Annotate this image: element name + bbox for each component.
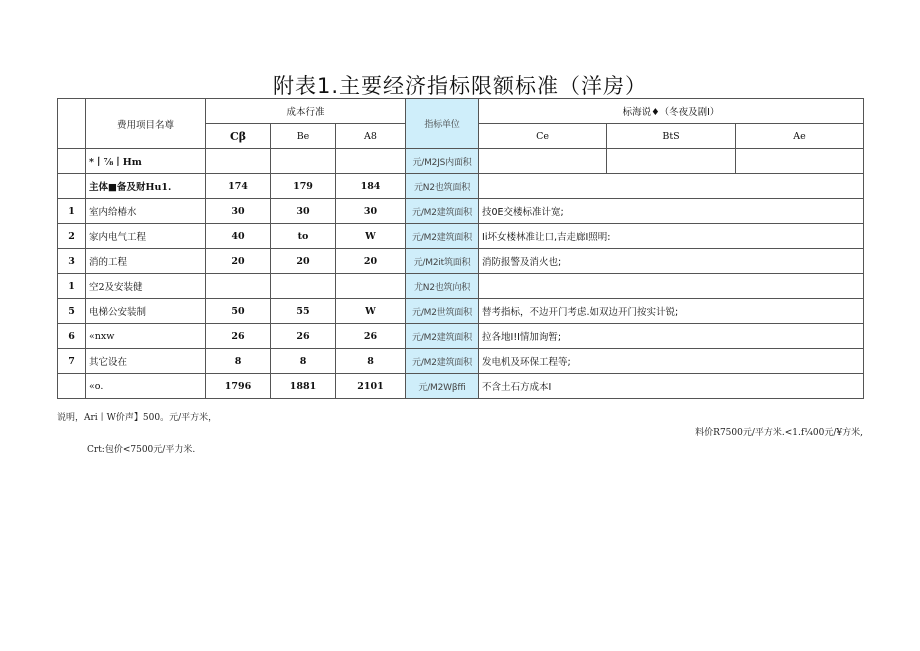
row-cost-a: W bbox=[336, 299, 406, 324]
row-std-note: 技0E交楼标准计宽; bbox=[479, 199, 864, 224]
row-number: 3 bbox=[58, 249, 86, 274]
row-cost-c: 26 bbox=[206, 324, 271, 349]
header-row-1 bbox=[58, 99, 864, 124]
row-unit: 元/M2世筑面积 bbox=[406, 299, 479, 324]
row-unit: 元/M2建筑面积 bbox=[406, 224, 479, 249]
row-item-name: 电梯公安装制 bbox=[86, 299, 206, 324]
row-cost-c: 174 bbox=[206, 174, 271, 199]
row-cost-c: 40 bbox=[206, 224, 271, 249]
table-row bbox=[58, 324, 864, 349]
header-cost-group: 成本行准 bbox=[206, 99, 406, 124]
note-line-2: Crt:包价<7500元/平力米. bbox=[87, 445, 196, 455]
table-row bbox=[58, 149, 864, 174]
table-row bbox=[58, 349, 864, 374]
table-row bbox=[58, 174, 864, 199]
header-std-col-3: Ae bbox=[736, 124, 864, 149]
row-unit: 尤N2也筑向积 bbox=[406, 274, 479, 299]
row-item-name: 消的工程 bbox=[86, 249, 206, 274]
header-cost-col-3: A8 bbox=[336, 124, 406, 149]
row-std-note: Ii坏女楼林准让口,吉走廊I照明: bbox=[479, 224, 864, 249]
row-item-name: 空2及安装健 bbox=[86, 274, 206, 299]
row-number: 5 bbox=[58, 299, 86, 324]
row-item-name: «o. bbox=[86, 374, 206, 399]
row-unit: 元/M2Wβffi bbox=[406, 374, 479, 399]
row-cost-c: 30 bbox=[206, 199, 271, 224]
header-cost-col-1: Cβ bbox=[206, 124, 271, 149]
row-std-blank bbox=[736, 149, 864, 174]
row-cost-a: W bbox=[336, 224, 406, 249]
row-number: 1 bbox=[58, 199, 86, 224]
row-number: 6 bbox=[58, 324, 86, 349]
note-line-1-right: 料价R7500元/平方米.<1.f¼00元/¥方米, bbox=[695, 428, 863, 438]
row-cost-c: 8 bbox=[206, 349, 271, 374]
row-cost-a bbox=[336, 274, 406, 299]
row-item-name: *丨⅞丨Hm bbox=[86, 149, 206, 174]
row-cost-b: 8 bbox=[271, 349, 336, 374]
table-row bbox=[58, 299, 864, 324]
row-cost-b bbox=[271, 149, 336, 174]
indicator-table bbox=[57, 98, 864, 399]
table-row bbox=[58, 249, 864, 274]
row-std-blank bbox=[479, 149, 607, 174]
row-cost-b bbox=[271, 274, 336, 299]
row-unit: 元/M2建筑面积 bbox=[406, 324, 479, 349]
row-cost-a: 2101 bbox=[336, 374, 406, 399]
row-number: 2 bbox=[58, 224, 86, 249]
row-number bbox=[58, 374, 86, 399]
header-cost-col-2: Be bbox=[271, 124, 336, 149]
header-std-col-2: BtS bbox=[607, 124, 736, 149]
row-cost-c: 20 bbox=[206, 249, 271, 274]
row-number bbox=[58, 149, 86, 174]
table-row bbox=[58, 274, 864, 299]
row-unit: 元/M2JS内面积 bbox=[406, 149, 479, 174]
table-row bbox=[58, 374, 864, 399]
row-unit: 元/M2建筑面积 bbox=[406, 349, 479, 374]
note-line-1: 说明，Ari丨W价声】500。元/平方米， bbox=[57, 413, 218, 423]
row-cost-a: 30 bbox=[336, 199, 406, 224]
row-std-note: 发电机及环保工程等; bbox=[479, 349, 864, 374]
row-cost-c bbox=[206, 274, 271, 299]
table-row bbox=[58, 199, 864, 224]
row-std-blank bbox=[607, 149, 736, 174]
row-cost-a: 184 bbox=[336, 174, 406, 199]
row-unit: 元/M2建筑面积 bbox=[406, 199, 479, 224]
row-item-name: 室内给椿水 bbox=[86, 199, 206, 224]
row-cost-b: to bbox=[271, 224, 336, 249]
row-cost-a: 8 bbox=[336, 349, 406, 374]
table-body bbox=[58, 149, 864, 399]
row-number: 1 bbox=[58, 274, 86, 299]
row-number: 7 bbox=[58, 349, 86, 374]
header-blank bbox=[58, 99, 86, 149]
row-std-note bbox=[479, 274, 864, 299]
page-title: 附表1.主要经济指标限额标准（洋房） bbox=[272, 74, 648, 98]
row-cost-c bbox=[206, 149, 271, 174]
row-cost-a: 20 bbox=[336, 249, 406, 274]
row-number bbox=[58, 174, 86, 199]
row-item-name: 主体■备及财Hu1. bbox=[86, 174, 206, 199]
row-std-note: 替考指标，不边开门考虑.如双边开门按实计锐; bbox=[479, 299, 864, 324]
row-cost-b: 20 bbox=[271, 249, 336, 274]
row-item-name: 其它设在 bbox=[86, 349, 206, 374]
row-cost-c: 50 bbox=[206, 299, 271, 324]
row-std-note bbox=[479, 174, 864, 199]
header-item-name: 费用项目名尊 bbox=[86, 99, 206, 149]
row-unit: 元N2也筑面积 bbox=[406, 174, 479, 199]
header-std-group: 标海说♦（冬夜及剧I） bbox=[479, 99, 864, 124]
row-cost-b: 55 bbox=[271, 299, 336, 324]
table-row bbox=[58, 224, 864, 249]
row-cost-a bbox=[336, 149, 406, 174]
row-unit: 元/M2it筑面积 bbox=[406, 249, 479, 274]
header-unit: 指标单位 bbox=[406, 99, 479, 149]
row-cost-b: 179 bbox=[271, 174, 336, 199]
row-cost-a: 26 bbox=[336, 324, 406, 349]
row-cost-b: 1881 bbox=[271, 374, 336, 399]
header-std-col-1: Ce bbox=[479, 124, 607, 149]
row-std-note: 不含土石方成本I bbox=[479, 374, 864, 399]
row-std-note: 拉各地I!I情加询暂; bbox=[479, 324, 864, 349]
row-std-note: 消防报警及消火也; bbox=[479, 249, 864, 274]
row-cost-c: 1796 bbox=[206, 374, 271, 399]
row-item-name: 家内电气工程 bbox=[86, 224, 206, 249]
row-item-name: «nxw bbox=[86, 324, 206, 349]
row-cost-b: 30 bbox=[271, 199, 336, 224]
row-cost-b: 26 bbox=[271, 324, 336, 349]
